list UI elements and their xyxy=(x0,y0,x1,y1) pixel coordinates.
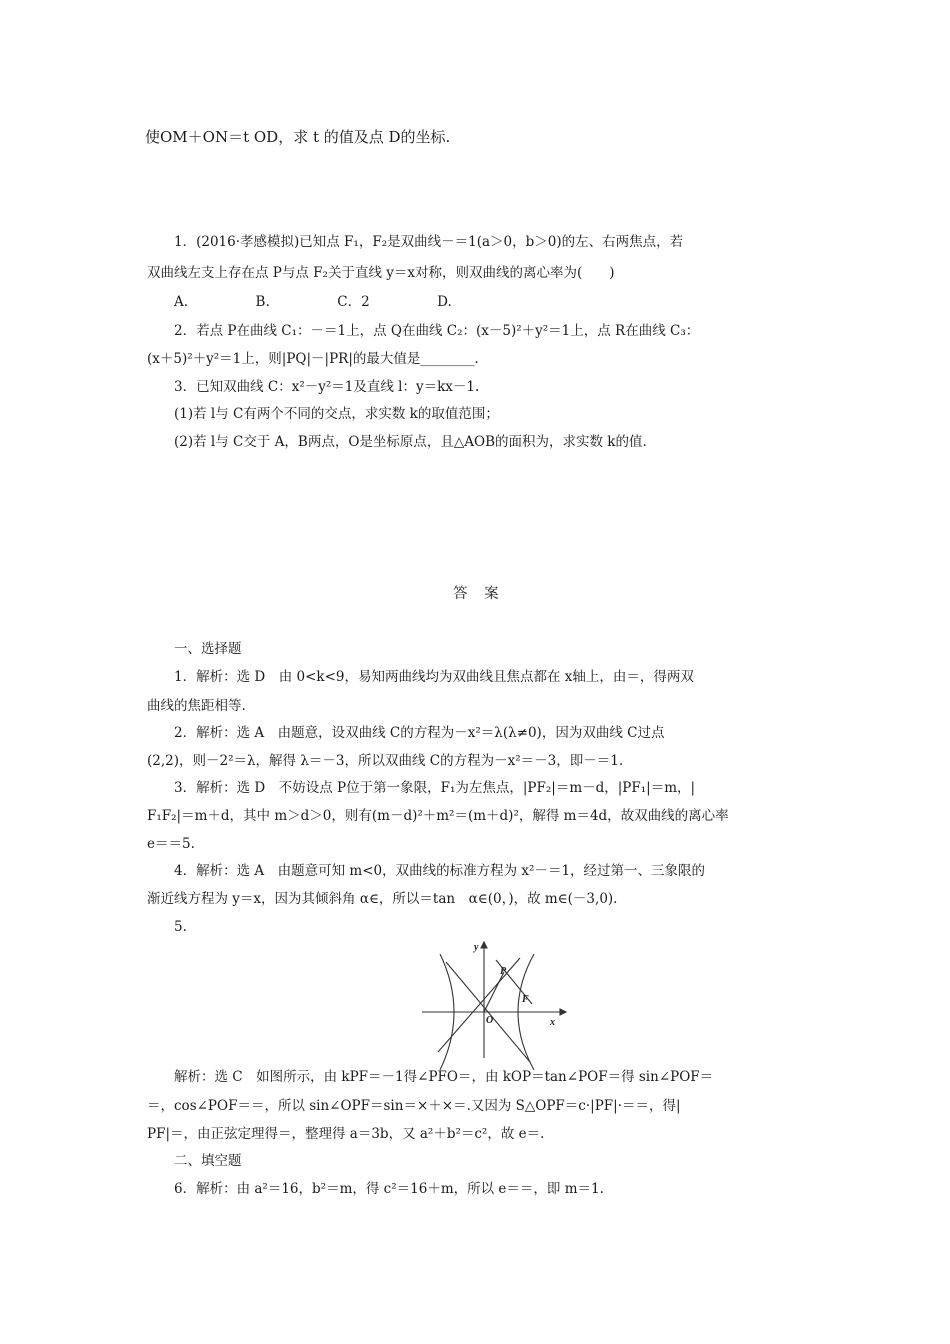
y-axis-arrow xyxy=(481,942,487,948)
segment-op xyxy=(484,972,504,1012)
section-fill: 二、填空题 xyxy=(174,1153,242,1169)
answer-title: 答 案 xyxy=(453,586,505,602)
a2-line1: 2．解析：选 A 由题意，设双曲线 C的方程为－x²＝λ(λ≠0)，因为双曲线 C过点 xyxy=(174,725,665,741)
label-x: x xyxy=(550,1017,555,1028)
a5-line2: ＝，cos∠POF＝＝，所以 sin∠OPF＝sin＝×＋×＝.又因为 S△OPF＝c·|PF|·＝＝，得| xyxy=(147,1098,681,1114)
a6-line1: 6．解析：由 a²＝16，b²＝m，得 c²＝16＋m，所以 e＝＝，即 m＝1. xyxy=(174,1181,604,1197)
label-y: y xyxy=(474,942,479,953)
q3-stem: 3．已知双曲线 C：x²－y²＝1及直线 l：y＝kx－1. xyxy=(174,379,480,395)
a3-line2: F₁F₂|＝m＋d，其中 m＞d＞0，则有(m－d)²＋m²＝(m＋d)²，解得 m＝4d，故双曲线的离心率 xyxy=(147,808,729,824)
q3-part1: (1)若 l与 C有两个不同的交点，求实数 k的取值范围； xyxy=(174,406,499,422)
label-o: O xyxy=(486,1015,494,1026)
a1-line2: 曲线的焦距相等. xyxy=(147,698,246,714)
q2-line1: 2．若点 P在曲线 C₁：－＝1上，点 Q在曲线 C₂：(x－5)²＋y²＝1上，点 R在曲线 C₃： xyxy=(174,323,700,339)
q1-line1: 1．(2016·孝感模拟)已知点 F₁，F₂是双曲线－＝1(a＞0，b＞0)的左、右两焦点，若 xyxy=(174,234,684,250)
a3-line1: 3．解析：选 D 不妨设点 P位于第一象限，F₁为左焦点，|PF₂|＝m－d，|PF₁|＝m，| xyxy=(174,780,696,796)
a2-line2: (2,2)，则－2²＝λ，解得 λ＝－3，所以双曲线 C的方程为－x²＝－3，即－＝1. xyxy=(147,753,624,769)
intro-line: 使OM＋ON＝t OD，求 t 的值及点 D的坐标. xyxy=(145,128,451,146)
q3-part2: (2)若 l与 C交于 A，B两点，O是坐标原点，且△AOB的面积为，求实数 k的值. xyxy=(174,434,647,450)
a1-line1: 1．解析：选 D 由 0<k<9，易知两曲线均为双曲线且焦点都在 x轴上，由＝，得两双 xyxy=(174,669,694,685)
a4-line2: 渐近线方程为 y＝x，因为其倾斜角 α∈，所以＝tan α∈(0，)，故 m∈(－3,0). xyxy=(147,891,618,907)
a5-number: 5. xyxy=(174,919,187,935)
q1-options: A. B. C．2 D. xyxy=(174,294,452,310)
a5-line3: PF|＝，由正弦定理得＝，整理得 a＝3b，又 a²＋b²＝c²，故 e＝. xyxy=(147,1126,545,1142)
label-p: P xyxy=(500,966,507,977)
section-choice: 一、选择题 xyxy=(174,641,242,657)
q2-line2: (x＋5)²＋y²＝1上，则|PQ|－|PR|的最大值是________. xyxy=(147,351,479,367)
x-axis-arrow xyxy=(560,1009,566,1015)
label-f: F xyxy=(522,994,529,1005)
asymptote-1 xyxy=(438,958,520,1052)
q1-line2: 双曲线左支上存在点 P与点 F₂关于直线 y＝x对称，则双曲线的离心率为( ) xyxy=(147,265,615,281)
a4-line1: 4．解析：选 A 由题意可知 m<0，双曲线的标准方程为 x²－＝1，经过第一、三象限的 xyxy=(174,863,706,879)
a5-line1: 解析：选 C 如图所示，由 kPF＝－1得∠PFO＝，由 kOP＝tan∠POF＝得 sin∠POF＝ xyxy=(174,1069,714,1085)
a3-line3: e＝＝5. xyxy=(147,836,195,852)
